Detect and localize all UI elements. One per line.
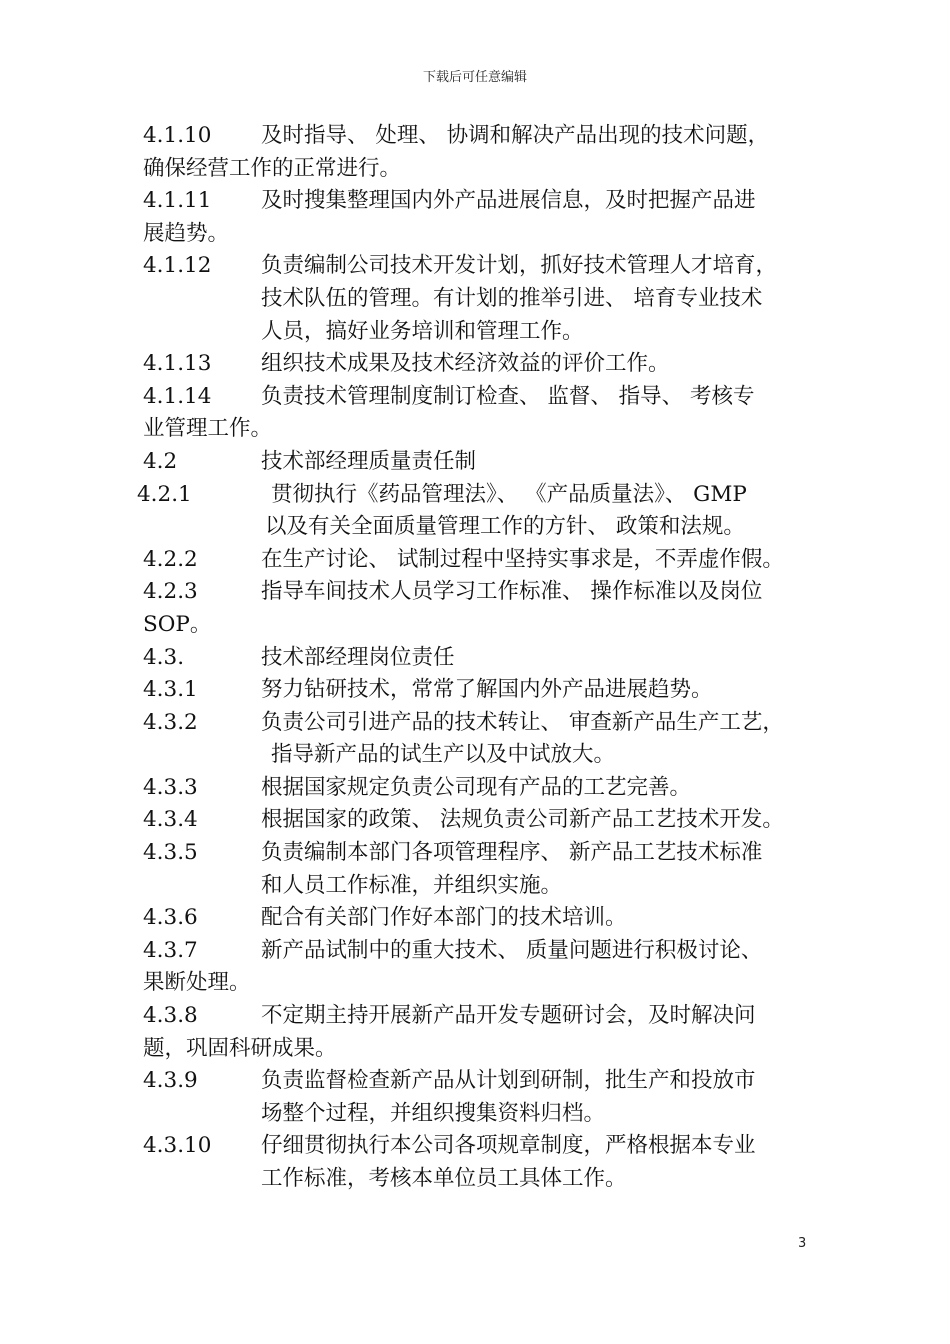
clause-line	[143, 902, 823, 935]
clause-text: 业管理工作。	[143, 416, 273, 442]
clause-text: 负责编制公司技术开发计划，抓好技术管理人才培育，	[261, 253, 778, 279]
clause-text: 组织技术成果及技术经济效益的评价工作。	[261, 351, 670, 377]
clause-text: 指导车间技术人员学习工作标准、 操作标准以及岗位	[261, 579, 763, 605]
clause-text: 负责技术管理制度制订检查、 监督、 指导、 考核专	[261, 383, 755, 409]
clause-number: 4.3.9	[143, 1068, 198, 1094]
clause-continuation	[143, 1033, 823, 1066]
clause-indent-line	[143, 316, 823, 349]
clause-text: 及时搜集整理国内外产品进展信息，及时把握产品进	[261, 188, 756, 214]
clause-number: 4.3.5	[143, 840, 198, 866]
clause-text: 指导新产品的试生产以及中试放大。	[271, 742, 616, 768]
clause-text: 努力钻研技术，常常了解国内外产品进展趋势。	[261, 677, 713, 703]
clause-line	[143, 576, 823, 609]
clause-text: 配合有关部门作好本部门的技术培训。	[261, 905, 627, 931]
clause-number: 4.1.13	[143, 351, 212, 377]
clause-text: 确保经营工作的正常进行。	[143, 155, 402, 181]
document-body	[137, 120, 823, 1196]
clause-text: 贯彻执行《药品管理法》、 《产品质量法》、 GMP	[271, 481, 747, 507]
clause-indent-line	[143, 1163, 823, 1196]
clause-line	[143, 1130, 823, 1163]
clause-number: 4.3.3	[143, 774, 198, 800]
clause-text: 根据国家的政策、 法规负责公司新产品工艺技术开发。	[261, 807, 784, 833]
clause-text: 新产品试制中的重大技术、 质量问题进行积极讨论、	[261, 937, 763, 963]
clause-line	[143, 185, 823, 218]
clause-number: 4.1.11	[143, 188, 212, 214]
clause-continuation	[143, 609, 823, 642]
section-heading	[143, 446, 823, 479]
clause-text: 技术队伍的管理。有计划的推举引进、 培育专业技术	[261, 285, 763, 311]
clause-number: 4.3.6	[143, 905, 198, 931]
clause-text: 负责公司引进产品的技术转让、 审查新产品生产工艺，	[261, 709, 784, 735]
clause-number: 4.3.1	[143, 677, 198, 703]
clause-number: 4.3.2	[143, 709, 198, 735]
section-heading	[143, 642, 823, 675]
clause-text: 以及有关全面质量管理工作的方针、 政策和法规。	[265, 514, 745, 540]
clause-text: 展趋势。	[143, 220, 230, 246]
clause-text: 负责监督检查新产品从计划到研制，批生产和投放市	[261, 1068, 756, 1094]
clause-number: 4.1.12	[143, 253, 212, 279]
clause-line	[143, 1000, 823, 1033]
clause-indent-line	[143, 511, 823, 544]
clause-text: 工作标准，考核本单位员工具体工作。	[261, 1166, 627, 1191]
clause-indent-line	[143, 283, 823, 316]
clause-line	[143, 381, 823, 414]
page-header: 下载后可任意编辑	[422, 70, 527, 85]
clause-number: 4.3.10	[143, 1133, 212, 1159]
clause-number: 4.3.4	[143, 807, 198, 833]
clause-text: 在生产讨论、 试制过程中坚持实事求是，不弄虚作假。	[261, 546, 784, 572]
clause-number: 4.2.3	[143, 579, 198, 605]
clause-text: 负责编制本部门各项管理程序、 新产品工艺技术标准	[261, 840, 763, 866]
clause-line	[137, 479, 823, 512]
clause-number: 4.3.7	[143, 937, 198, 963]
clause-text: 和人员工作标准，并组织实施。	[261, 872, 563, 898]
clause-number: 4.2	[143, 448, 178, 474]
section-title: 技术部经理质量责任制	[261, 448, 477, 474]
clause-line	[143, 544, 823, 577]
clause-number: 4.2.2	[143, 546, 198, 572]
clause-text: 根据国家规定负责公司现有产品的工艺完善。	[261, 774, 692, 800]
clause-number: 4.3.	[143, 644, 185, 670]
clause-number: 4.3.8	[143, 1003, 198, 1029]
clause-line	[143, 674, 823, 707]
clause-number: 4.2.1	[137, 481, 192, 507]
clause-continuation	[143, 153, 823, 186]
clause-text: 不定期主持开展新产品开发专题研讨会，及时解决问	[261, 1003, 756, 1029]
clause-line	[143, 250, 823, 283]
clause-indent-line	[143, 1098, 823, 1131]
clause-line	[143, 772, 823, 805]
clause-line	[143, 1065, 823, 1098]
clause-number: 4.1.10	[143, 123, 212, 148]
clause-indent-line	[143, 870, 823, 903]
clause-line	[143, 837, 823, 870]
clause-line	[143, 804, 823, 837]
clause-number: 4.1.14	[143, 383, 212, 409]
section-title: 技术部经理岗位责任	[261, 644, 455, 670]
clause-text: 果断处理。	[143, 970, 251, 996]
clause-text: 及时指导、 处理、 协调和解决产品出现的技术问题，	[261, 123, 770, 148]
clause-line	[143, 935, 823, 968]
clause-continuation	[143, 218, 823, 251]
clause-text: 场整个过程，并组织搜集资料归档。	[261, 1100, 606, 1126]
clause-line	[143, 120, 823, 153]
clause-text: 人员，搞好业务培训和管理工作。	[261, 318, 584, 344]
clause-continuation	[143, 413, 823, 446]
clause-text: 题，巩固科研成果。	[143, 1035, 337, 1061]
clause-continuation	[143, 967, 823, 1000]
page-number: 3	[798, 1236, 807, 1251]
clause-indent-line	[143, 739, 823, 772]
clause-line	[143, 707, 823, 740]
clause-text: 仔细贯彻执行本公司各项规章制度，严格根据本专业	[261, 1133, 756, 1159]
clause-text: SOP。	[143, 611, 212, 637]
clause-line	[143, 348, 823, 381]
